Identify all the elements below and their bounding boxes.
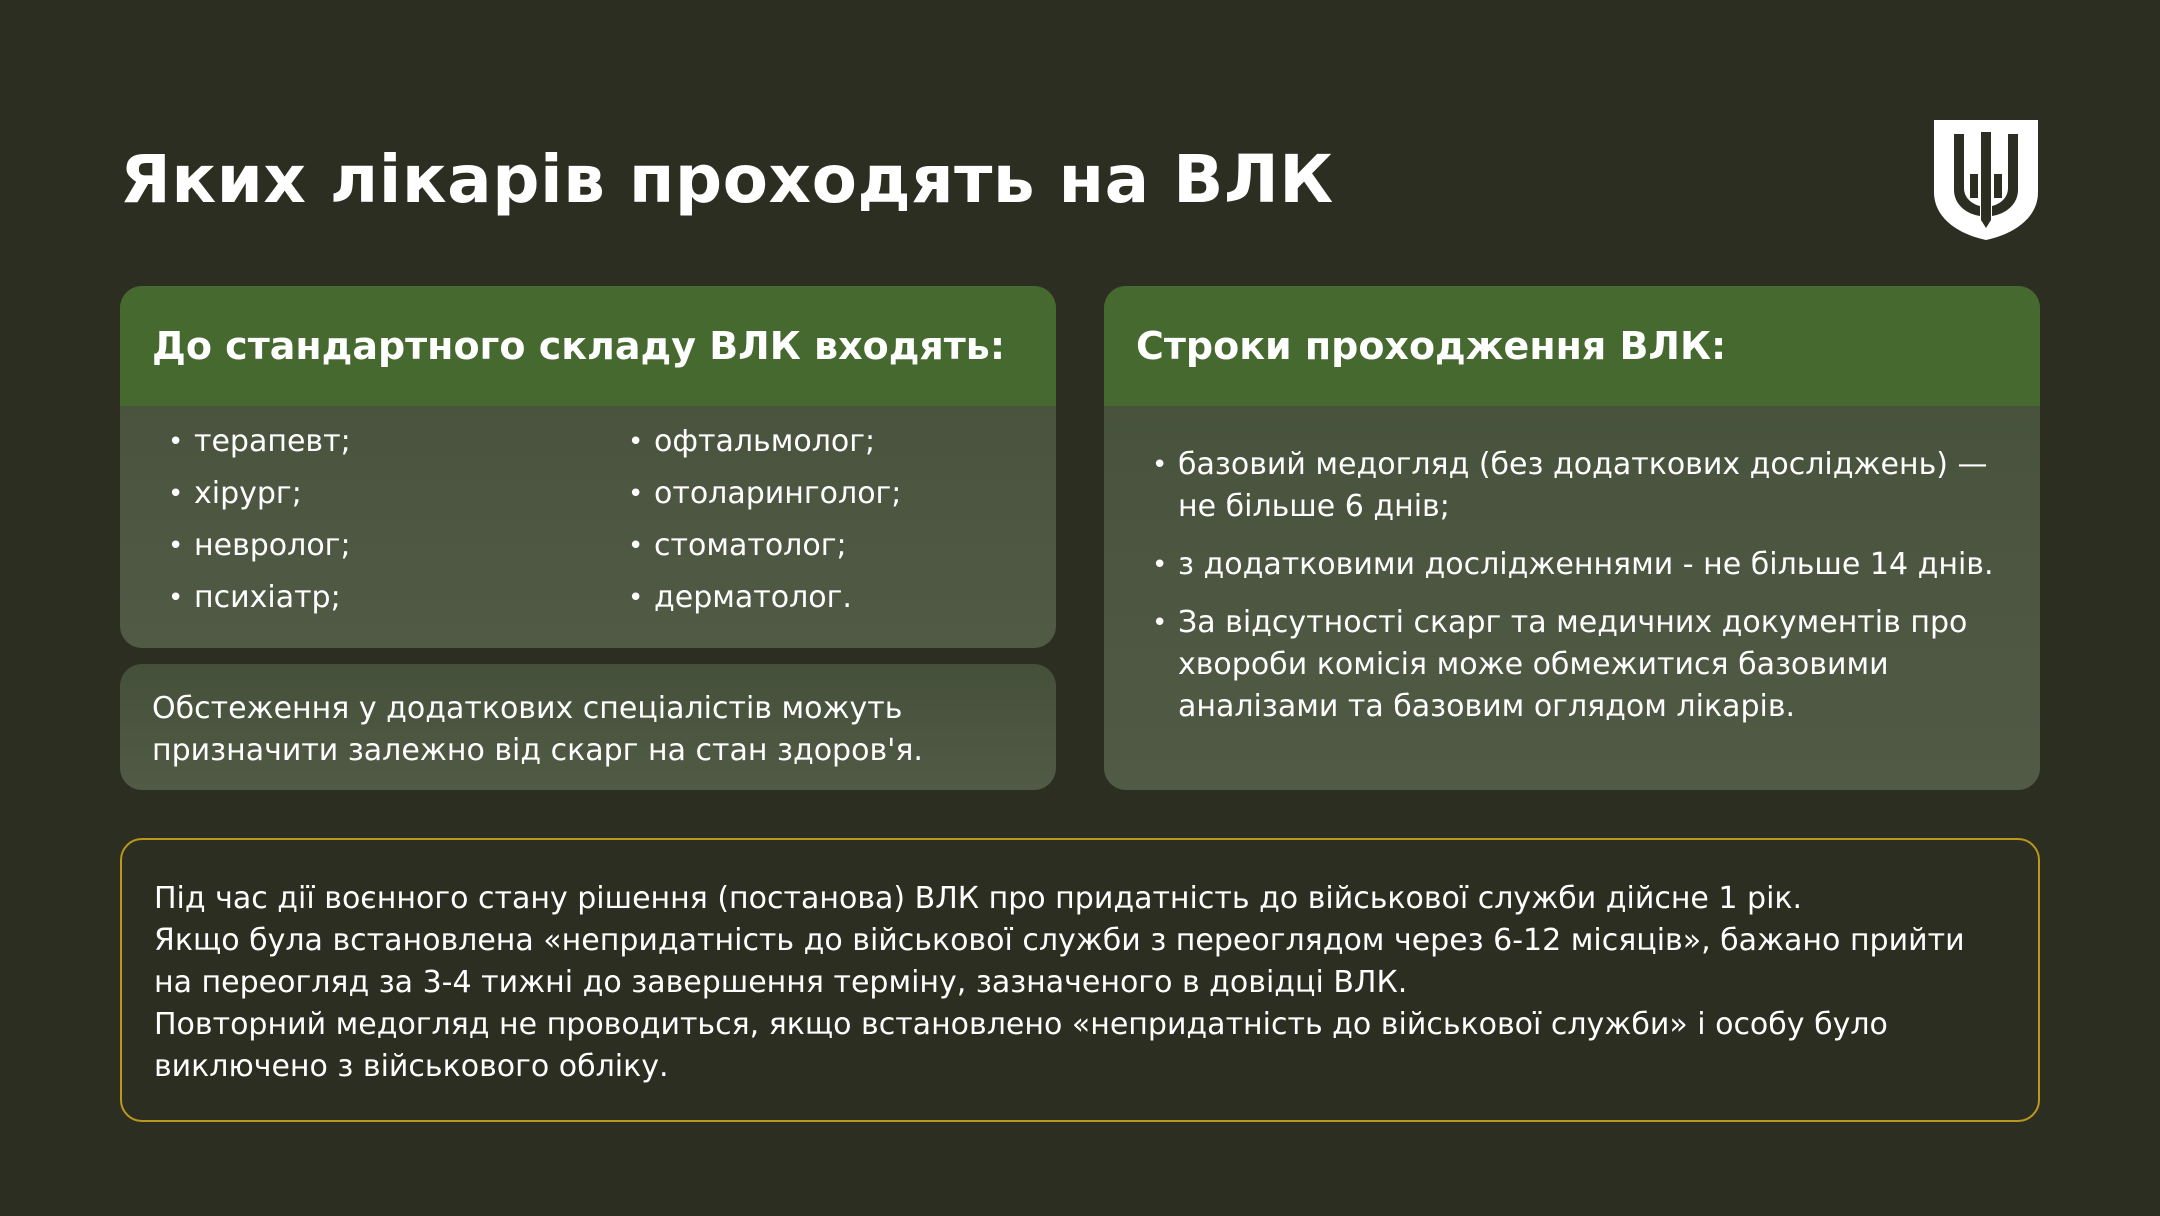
info-paragraph: Повторний медогляд не проводиться, якщо встановлено «непридатність до військової служби» і особу було виключено з військового обліку. [154,1007,1888,1084]
terms-list [1104,406,2040,728]
note-line: Обстеження у додаткових спеціалістів можуть [152,691,903,726]
composition-title: До стандартного складу ВЛК входять: [120,286,1056,406]
list-item: • За відсутності скарг та медичних документів про хвороби комісія може обмежитися базовими аналізами та базовим оглядом лікарів. [1152,602,2000,728]
list-item: • стоматолог; [628,520,901,572]
list-item: • з додатковими дослідженнями - не більше 14 днів. [1152,544,2000,586]
list-item: • хірург; [168,468,628,520]
doctor-list-right [628,416,901,624]
list-item: • терапевт; [168,416,628,468]
composition-card [120,286,1056,648]
martial-law-info-box [120,838,2040,1122]
additional-specialists-note [120,664,1056,790]
list-item: • психіатр; [168,572,628,624]
info-paragraph: Якщо була встановлена «непридатність до військової служби з переоглядом через 6-12 місяців», бажано прийти на переогляд за 3-4 тижні до завершення терміну, зазначеного в довідці ВЛК. [154,923,1965,1000]
list-item: • отоларинголог; [628,468,901,520]
list-item: • офтальмолог; [628,416,901,468]
info-paragraph: Під час дії воєнного стану рішення (постанова) ВЛК про придатність до військової служби дійсне 1 рік. [154,881,1803,916]
trident-shield-icon [1932,118,2040,242]
list-item: • невролог; [168,520,628,572]
terms-title: Строки проходження ВЛК: [1104,286,2040,406]
doctor-list-left [168,416,628,624]
terms-card [1104,286,2040,790]
list-item: • базовий медогляд (без додаткових досліджень) — не більше 6 днів; [1152,444,2000,528]
note-line: призначити залежно від скарг на стан здоров'я. [152,733,923,768]
page-title: Яких лікарів проходять на ВЛК [120,141,1334,218]
list-item: • дерматолог. [628,572,901,624]
